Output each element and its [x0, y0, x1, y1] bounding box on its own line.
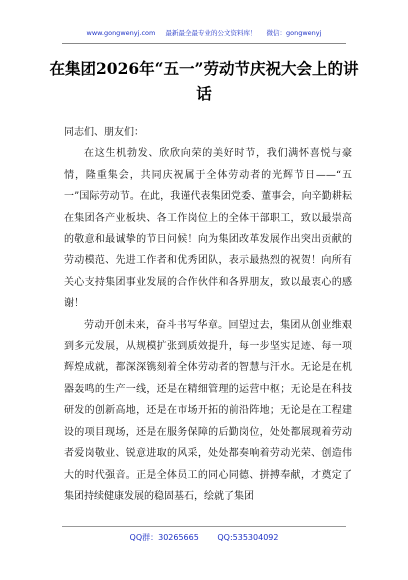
document-body — [64, 122, 352, 507]
footer-qq-group: QQ群：30265665 — [129, 533, 199, 542]
paragraph-1: 在这生机勃发、欣欣向荣的美好时节，我们满怀喜悦与豪情，隆重集会，共同庆祝属于全体劳动者的光辉节日——“五一”国际劳动节。在此，我谨代表集团党委、董事会，向辛勤耕耘在集团各产业板块、各工作岗位上的全体干部职工，致以最崇高的敬意和最诚挚的节日问候！向为集团改革发展作出突出贡献的劳动模范、先进工作者和优秀团队，表示最热烈的祝贺！向所有关心支持集团事业发展的合作伙伴和各界朋友，致以最衷心的感谢！ — [64, 148, 352, 310]
page-header — [0, 28, 408, 37]
footer-divider — [62, 526, 346, 527]
header-wechat: 微信：gongwenyj — [266, 29, 322, 37]
header-website: www.gongwenyj.com — [86, 29, 156, 37]
document-title: 在集团2026年“五一”劳动节庆祝大会上的讲话 — [49, 59, 359, 103]
footer-qq-number: QQ:535304092 — [217, 533, 279, 542]
header-divider — [62, 43, 346, 44]
paragraph-2: 劳动开创未来，奋斗书写华章。回望过去，集团从创业维艰到多元发展，从规模扩张到质效提升，每一步坚实足迹、每一项辉煌成就，都深深镌刻着全体劳动者的智慧与汗水。无论是在机器轰鸣的生产一线，还是在精细管理的运营中枢；无论是在科技研发的创新高地，还是在市场开拓的前沿阵地；无论是在工程建设的项目现场，还是在服务保障的后勤岗位，处处都展现着劳动者爱岗敬业、锐意进取的风采，处处都奏响着劳动光荣、创造伟大的时代强音。正是全体员工的同心同德、拼搏奉献，才奠定了集团持续健康发展的稳固基石，绘就了集团 — [64, 319, 352, 502]
page-footer — [0, 532, 408, 543]
header-slogan: 最新最全最专业的公文资料库！ — [165, 29, 257, 37]
salutation: 同志们、朋友们： — [64, 127, 144, 138]
